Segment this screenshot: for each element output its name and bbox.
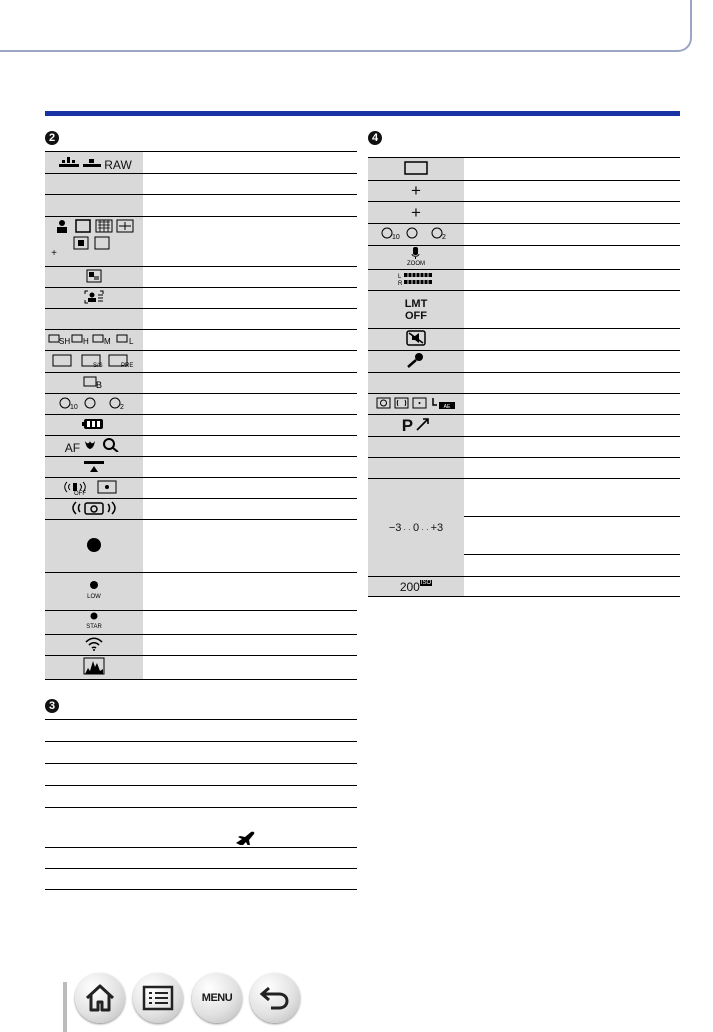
table-row — [45, 267, 357, 288]
shake-alert-icon — [45, 499, 143, 520]
section-rule — [45, 111, 680, 116]
post-focus-b: B — [96, 379, 103, 389]
home-icon — [83, 983, 117, 1013]
4k-ss: S/S — [93, 363, 103, 368]
contents-button[interactable] — [133, 973, 183, 1023]
exposure-zero: 0 — [412, 521, 420, 534]
table-row — [368, 437, 680, 458]
table-row — [368, 329, 680, 351]
star-label: STAR — [86, 624, 102, 630]
exposure-plus-3: +3 — [430, 521, 444, 534]
af-area-icon — [368, 158, 464, 181]
section-2-title — [45, 128, 59, 146]
list-item — [45, 889, 357, 890]
ae-label: AE — [443, 403, 451, 410]
wifi-icon — [45, 635, 143, 656]
af-macro-icons — [45, 436, 143, 457]
list-item — [45, 785, 357, 786]
quality-raw-icon — [45, 152, 143, 174]
table-row — [45, 217, 357, 267]
iso-label: ISO — [420, 579, 432, 586]
table-row — [45, 288, 357, 309]
list-icon — [142, 985, 174, 1011]
timer-10: 10 — [70, 403, 78, 410]
raw-label: RAW — [104, 158, 132, 172]
af-label: AF — [64, 440, 81, 455]
burst-sh: SH — [59, 336, 71, 346]
zoom-label: ZOOM — [407, 261, 425, 266]
list-item — [45, 741, 357, 742]
table-row — [368, 224, 680, 246]
list-item — [45, 807, 357, 808]
table-row — [368, 202, 680, 224]
table-row — [45, 415, 357, 436]
nav-divider — [63, 982, 67, 1032]
list-item — [45, 847, 357, 848]
home-button[interactable] — [75, 973, 125, 1023]
spot-target-icon — [368, 181, 464, 202]
table-row — [45, 611, 357, 635]
burst-m: M — [104, 336, 111, 346]
table-row — [45, 309, 357, 330]
spot-plus: + — [411, 181, 421, 200]
table-row — [368, 479, 680, 577]
spot-plus: + — [411, 202, 421, 222]
zoom-mic-icon — [368, 246, 464, 270]
table-row — [45, 373, 357, 394]
table-row — [368, 415, 680, 437]
table-row — [368, 458, 680, 479]
mic-level-icon — [368, 270, 464, 291]
table-row — [45, 478, 357, 499]
header-frame — [0, 0, 692, 52]
section-number: 4 — [368, 131, 382, 145]
table-row — [45, 656, 357, 680]
back-arrow-icon — [259, 984, 291, 1012]
section-4-table — [368, 157, 680, 597]
timer-2: 2 — [120, 403, 124, 410]
section-number: 2 — [45, 131, 59, 145]
list-item — [45, 868, 357, 869]
table-row — [45, 499, 357, 520]
table-row — [368, 158, 680, 181]
histogram-icon — [45, 656, 143, 680]
microphone-icon — [368, 351, 464, 373]
record-icon — [45, 520, 143, 573]
iso-value: 200 — [399, 579, 420, 594]
post-focus-icon — [45, 373, 143, 394]
record-low-icon — [45, 573, 143, 611]
table-row — [45, 152, 357, 174]
table-row — [368, 291, 680, 329]
list-item — [45, 763, 357, 764]
table-row — [45, 174, 357, 195]
list-item — [45, 719, 357, 720]
level-r: R — [398, 280, 403, 287]
table-row — [368, 351, 680, 373]
table-row — [368, 373, 680, 394]
exposure-minus-3: −3 — [388, 521, 402, 534]
back-button[interactable] — [250, 973, 300, 1023]
self-timer-icons — [368, 224, 464, 246]
table-row — [45, 520, 357, 573]
timer-2: 2 — [442, 234, 446, 240]
4k-photo-icons — [45, 351, 143, 373]
self-timer-icons — [45, 394, 143, 415]
section-2-table — [45, 151, 357, 680]
table-row — [45, 635, 357, 656]
program-p: P — [401, 415, 414, 435]
face-detect-icon — [45, 288, 143, 309]
metering-icons — [368, 394, 464, 415]
stabilizer-icons — [45, 478, 143, 499]
timer-10: 10 — [392, 234, 400, 240]
table-row — [368, 246, 680, 270]
table-row — [45, 351, 357, 373]
table-row — [368, 270, 680, 291]
low-label: LOW — [87, 594, 101, 600]
iso-icon — [368, 577, 464, 597]
table-row — [45, 573, 357, 611]
table-row — [45, 330, 357, 351]
pinpoint-icon — [45, 267, 143, 288]
menu-button[interactable] — [192, 973, 242, 1023]
af-mode-icons — [45, 217, 143, 267]
limiter-lmt: LMT — [404, 297, 428, 310]
pinpoint-plus: + — [51, 248, 57, 259]
airplane-icon — [234, 829, 258, 845]
table-row — [45, 195, 357, 217]
table-row — [368, 394, 680, 415]
table-row — [45, 394, 357, 415]
limiter-icon — [368, 291, 464, 329]
stabilizer-off: OFF — [74, 490, 86, 495]
focus-mark-icon — [45, 457, 143, 478]
table-row — [368, 181, 680, 202]
exposure-scale-icon: −3 · · 0 · · +3 — [368, 479, 464, 577]
burst-h: H — [83, 336, 89, 346]
spot-target-icon — [368, 202, 464, 224]
4k-pre: PRE — [121, 363, 134, 368]
section-number: 3 — [45, 699, 59, 713]
table-row — [45, 436, 357, 457]
section-4-title — [368, 128, 382, 146]
menu-label: MENU — [201, 992, 233, 1004]
level-l: L — [398, 273, 402, 280]
limiter-off: OFF — [405, 309, 427, 322]
table-row — [368, 577, 680, 597]
burst-icons — [45, 330, 143, 351]
table-row — [45, 457, 357, 478]
record-star-icon — [45, 611, 143, 635]
burst-l: L — [129, 336, 134, 346]
battery-icon — [45, 415, 143, 436]
section-3-title — [45, 696, 59, 714]
program-shift-icon — [368, 415, 464, 437]
silent-icon — [368, 329, 464, 351]
